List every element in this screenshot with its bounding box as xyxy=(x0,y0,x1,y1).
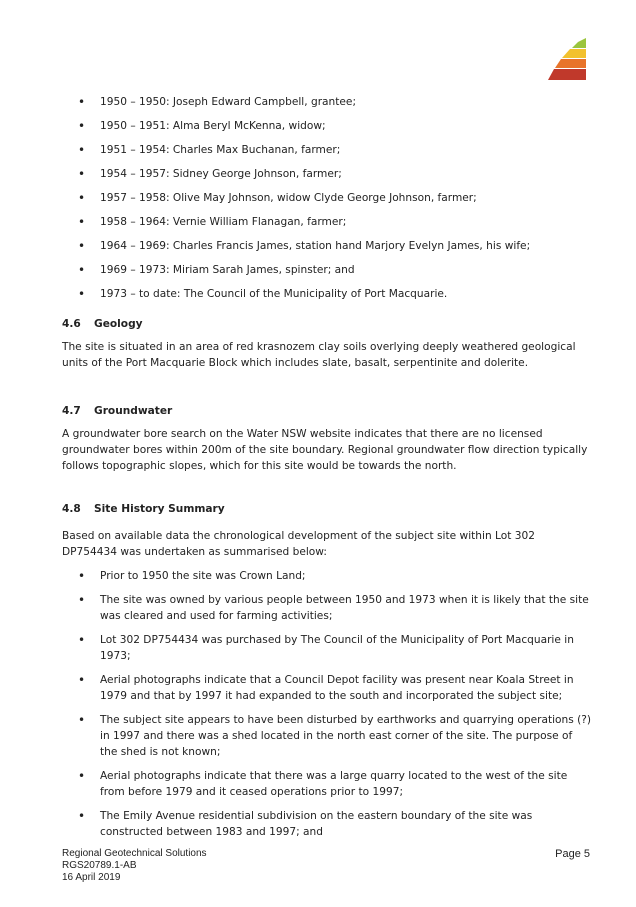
list-item: • 1958 – 1964: Vernie William Flanagan, farmer; xyxy=(62,214,592,230)
section-heading-site-history xyxy=(62,503,225,515)
footer-company: Regional Geotechnical Solutions xyxy=(62,848,207,859)
section-number: 4.8 xyxy=(62,503,81,515)
logo-stripe-green xyxy=(572,38,586,48)
footer-reference: RGS20789.1-AB xyxy=(62,860,137,871)
list-item: • The Emily Avenue residential subdivision on the eastern boundary of the site was constructed between 1983 and 1997; and xyxy=(62,808,592,840)
list-item: • 1969 – 1973: Miriam Sarah James, spinster; and xyxy=(62,262,592,278)
section-heading-groundwater xyxy=(62,405,172,417)
geology-paragraph: The site is situated in an area of red krasnozem clay soils overlying deeply weathered geological units of the Port Macquarie Block which includes slate, basalt, serpentinite and dolerite. xyxy=(62,341,576,369)
logo-stripe-red xyxy=(548,69,586,80)
page-number: Page 5 xyxy=(555,848,590,860)
section-number: 4.6 xyxy=(62,318,81,330)
ownership-list xyxy=(62,94,592,310)
company-logo-icon xyxy=(548,38,588,80)
list-item: • 1950 – 1951: Alma Beryl McKenna, widow; xyxy=(62,118,592,134)
list-item: • Prior to 1950 the site was Crown Land; xyxy=(62,568,592,584)
list-item: • Aerial photographs indicate that a Council Depot facility was present near Koala Street in 1979 and that by 1997 it had expanded to the south and incorporated the subject site; xyxy=(62,672,592,704)
list-item: • Aerial photographs indicate that there was a large quarry located to the west of the site from before 1979 and it ceased operations prior to 1997; xyxy=(62,768,592,800)
section-heading-geology xyxy=(62,318,143,330)
section-title: Site History Summary xyxy=(94,503,225,515)
logo-stripe-orange xyxy=(555,59,586,68)
footer-date: 16 April 2019 xyxy=(62,872,121,883)
list-item: • The site was owned by various people between 1950 and 1973 when it is likely that the site was cleared and used for farming activities; xyxy=(62,592,592,624)
list-item: • The subject site appears to have been disturbed by earthworks and quarrying operations (?) in 1997 and there was a shed located in the north east corner of the site. The purpose of the shed is not known; xyxy=(62,712,592,760)
logo-stripe-yellow xyxy=(562,49,586,58)
section-title: Groundwater xyxy=(94,405,173,417)
list-item: • 1973 – to date: The Council of the Municipality of Port Macquarie. xyxy=(62,286,592,302)
list-item: • 1957 – 1958: Olive May Johnson, widow Clyde George Johnson, farmer; xyxy=(62,190,592,206)
list-item: • 1954 – 1957: Sidney George Johnson, farmer; xyxy=(62,166,592,182)
history-summary-list xyxy=(62,568,592,848)
list-item: • 1950 – 1950: Joseph Edward Campbell, grantee; xyxy=(62,94,592,110)
list-item: • Lot 302 DP754434 was purchased by The Council of the Municipality of Port Macquarie in 1973; xyxy=(62,632,592,664)
page-footer xyxy=(62,848,207,884)
section-title: Geology xyxy=(94,318,143,330)
section-number: 4.7 xyxy=(62,405,81,417)
groundwater-paragraph: A groundwater bore search on the Water NSW website indicates that there are no licensed groundwater bores within 200m of the site boundary. Regional groundwater flow direction typically follows topographic slopes, which for this site would be towards the north. xyxy=(62,428,588,472)
list-item: • 1951 – 1954: Charles Max Buchanan, farmer; xyxy=(62,142,592,158)
history-intro-paragraph: Based on available data the chronological development of the subject site within Lot 302 DP754434 was undertaken as summarised below: xyxy=(62,530,535,558)
list-item: • 1964 – 1969: Charles Francis James, station hand Marjory Evelyn James, his wife; xyxy=(62,238,592,254)
